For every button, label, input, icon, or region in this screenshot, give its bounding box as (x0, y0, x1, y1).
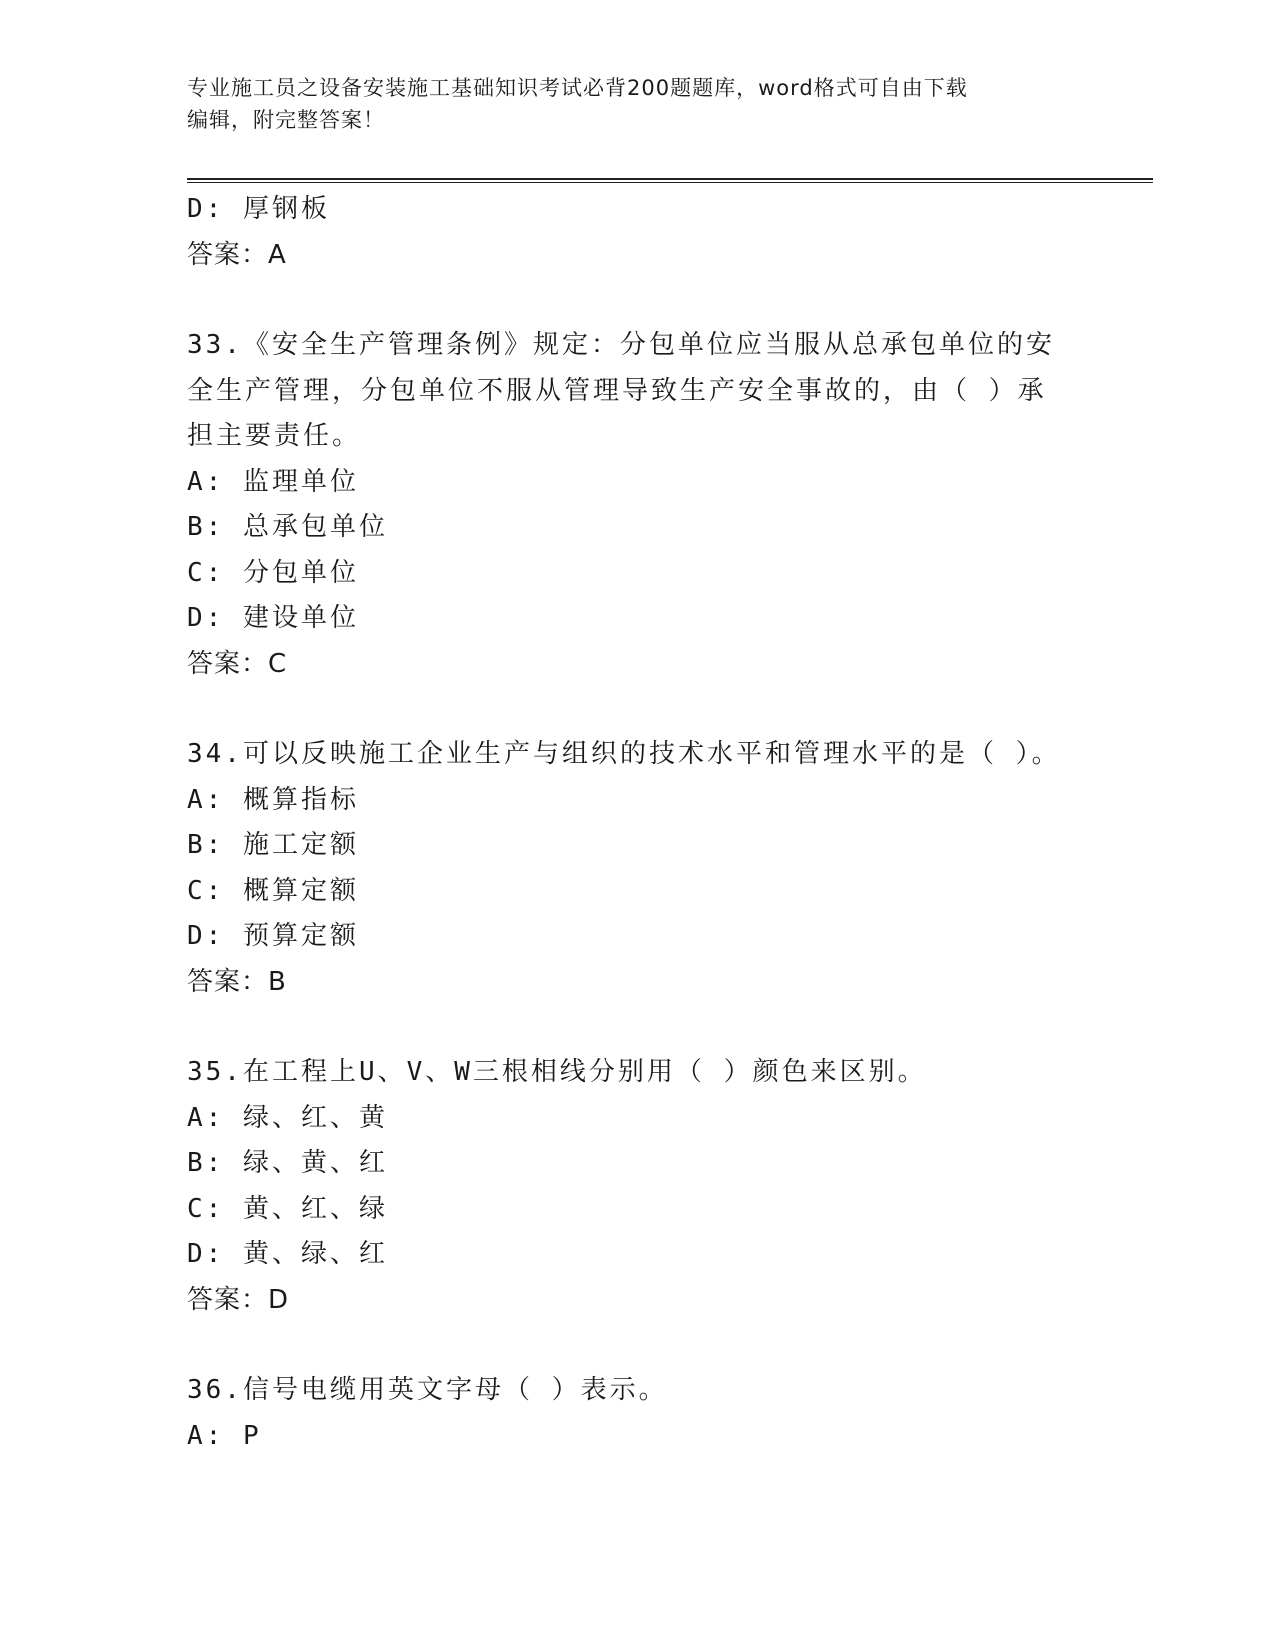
spacer (187, 1323, 1087, 1368)
previous-question-tail (187, 187, 1087, 278)
option-a: A: 概算指标 (187, 784, 359, 815)
option-c: C: 分包单位 (187, 557, 359, 588)
option-a: A: 监理单位 (187, 466, 359, 497)
spacer (187, 1005, 1087, 1050)
option-d: D: 预算定额 (187, 921, 359, 951)
question-stem: 33.《安全生产管理条例》规定：分包单位应当服从总承包单位的安全生产管理，分包单位不服从管理导致生产安全事故的，由（ ）承担主要责任。 (187, 330, 1055, 451)
spacer (187, 278, 1087, 323)
option-c: C: 黄、红、绿 (187, 1193, 388, 1224)
option-b: B: 总承包单位 (187, 512, 388, 542)
question-stem: 36.信号电缆用英文字母（ ）表示。 (187, 1375, 668, 1405)
option-d: D: 厚钢板 (187, 194, 330, 224)
question-33 (187, 323, 1087, 687)
question-36 (187, 1368, 1087, 1459)
header-divider (187, 178, 1153, 183)
answer-line: 答案：A (187, 239, 287, 270)
answer-line: 答案：D (187, 1284, 290, 1315)
answer-line: 答案：B (187, 966, 287, 997)
option-a: A: P (187, 1420, 262, 1451)
question-list (187, 187, 1087, 1459)
option-d: D: 建设单位 (187, 603, 359, 633)
question-stem: 34.可以反映施工企业生产与组织的技术水平和管理水平的是（ ）。 (187, 739, 1061, 769)
spacer (187, 687, 1087, 732)
header-line-1: 专业施工员之设备安装施工基础知识考试必背200题题库，word格式可自由下载 (187, 76, 968, 100)
question-stem: 35.在工程上U、V、W三根相线分别用（ ）颜色来区别。 (187, 1057, 927, 1087)
question-34 (187, 732, 1087, 1005)
document-header (187, 72, 1087, 136)
option-b: B: 绿、黄、红 (187, 1148, 388, 1178)
option-a: A: 绿、红、黄 (187, 1102, 388, 1133)
option-c: C: 概算定额 (187, 875, 359, 906)
answer-line: 答案：C (187, 648, 288, 679)
option-d: D: 黄、绿、红 (187, 1239, 388, 1269)
header-line-2: 编辑，附完整答案！ (187, 108, 385, 132)
question-35 (187, 1050, 1087, 1323)
option-b: B: 施工定额 (187, 830, 359, 860)
